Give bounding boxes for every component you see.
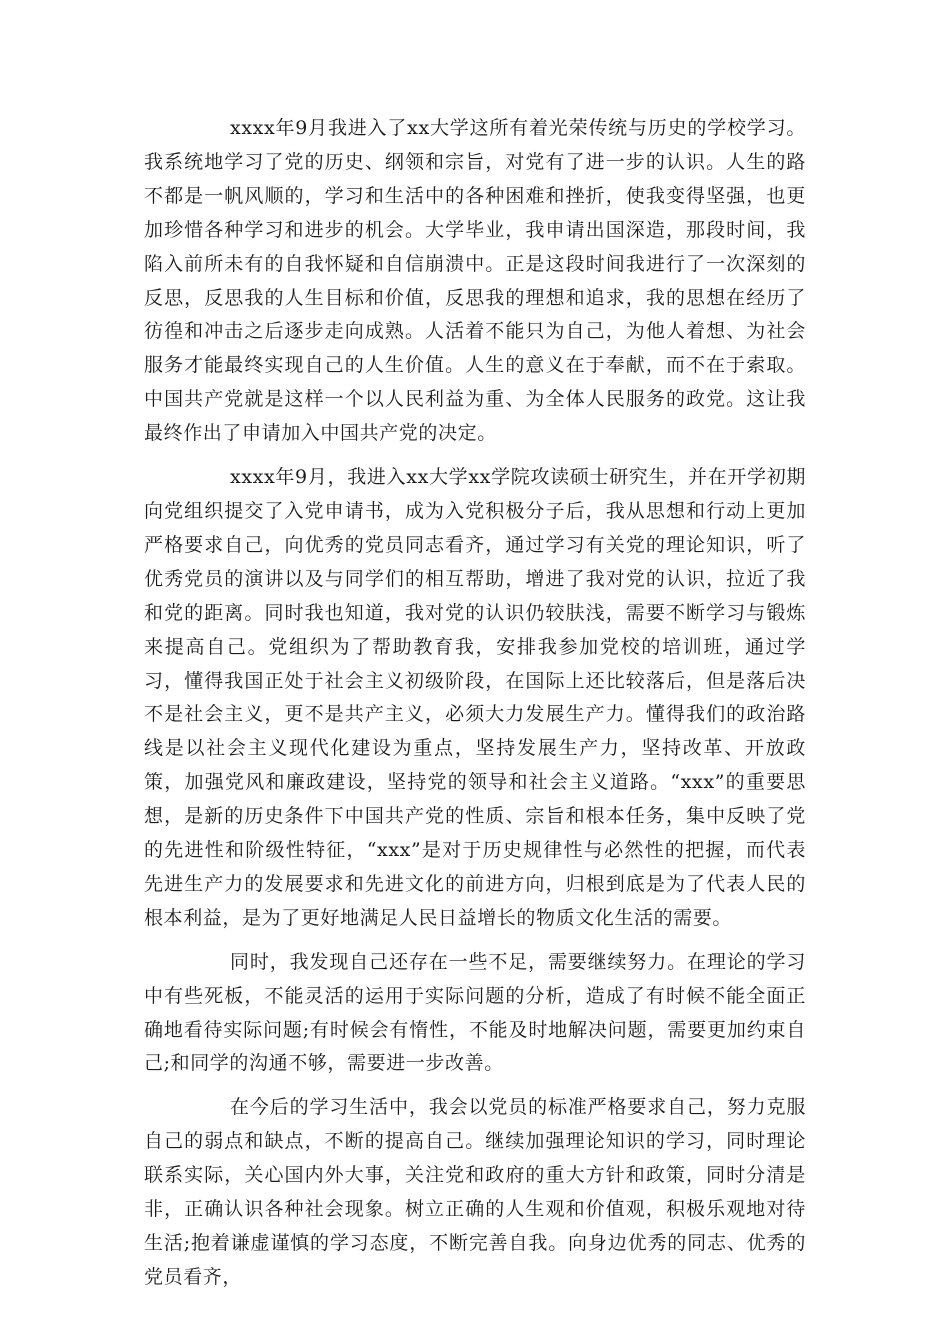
paragraph-2: xxxx年9月，我进入xx大学xx学院攻读硕士研究生，并在开学初期向党组织提交了入党申请书，成为入党积极分子后，我从思想和行动上更加严格要求自己，向优秀的党员同志看齐，通过学习有关党的理论知识，听了优秀党员的演讲以及与同学们的相互帮助，增进了我对党的认识，拉近了我和党的距离。同时我也知道，我对党的认识仍较肤浅，需要不断学习与锻炼来提高自己。党组织为了帮助教育我，安排我参加党校的培训班，通过学习，懂得我国正处于社会主义初级阶段，在国际上还比较落后，但是落后决不是社会主义，更不是共产主义，必须大力发展生产力。懂得我们的政治路线是以社会主义现代化建设为重点，坚持发展生产力，坚持改革、开放政策，加强党风和廉政建设，坚持党的领导和社会主义道路。“xxx”的重要思想，是新的历史条件下中国共产党的性质、宗旨和根本任务，集中反映了党的先进性和阶级性特征，“xxx”是对于历史规律性与必然性的把握，而代表先进生产力的发展要求和先进文化的前进方向，归根到底是为了代表人民的根本利益，是为了更好地满足人民日益增长的物质文化生活的需要。	[144, 466, 806, 929]
paragraph-4: 在今后的学习生活中，我会以党员的标准严格要求自己，努力克服自己的弱点和缺点，不断的提高自己。继续加强理论知识的学习，同时理论联系实际，关心国内外大事，关注党和政府的重大方针和政策，同时分清是非，正确认识各种社会现象。树立正确的人生观和价值观，积极乐观地对待生活;抱着谦虚谨慎的学习态度，不断完善自我。向身边优秀的同志、优秀的党员看齐，	[144, 1096, 806, 1288]
paragraph-3: 同时，我发现自己还存在一些不足，需要继续努力。在理论的学习中有些死板，不能灵活的运用于实际问题的分析，造成了有时候不能全面正确地看待实际问题;有时候会有惰性，不能及时地解决问题，需要更加约束自己;和同学的沟通不够，需要进一步改善。	[144, 950, 806, 1075]
document-body	[144, 112, 806, 1305]
paragraph-1: xxxx年9月我进入了xx大学这所有着光荣传统与历史的学校学习。我系统地学习了党的历史、纲领和宗旨，对党有了进一步的认识。人生的路不都是一帆风顺的，学习和生活中的各种困难和挫折，使我变得坚强，也更加珍惜各种学习和进步的机会。大学毕业，我申请出国深造，那段时间，我陷入前所未有的自我怀疑和自信崩溃中。正是这段时间我进行了一次深刻的反思，反思我的人生目标和价值，反思我的理想和追求，我的思想在经历了彷徨和冲击之后逐步走向成熟。人活着不能只为自己，为他人着想、为社会服务才能最终实现自己的人生价值。人生的意义在于奉献，而不在于索取。中国共产党就是这样一个以人民利益为重、为全体人民服务的政党。这让我最终作出了申请加入中国共产党的决定。	[144, 117, 806, 445]
